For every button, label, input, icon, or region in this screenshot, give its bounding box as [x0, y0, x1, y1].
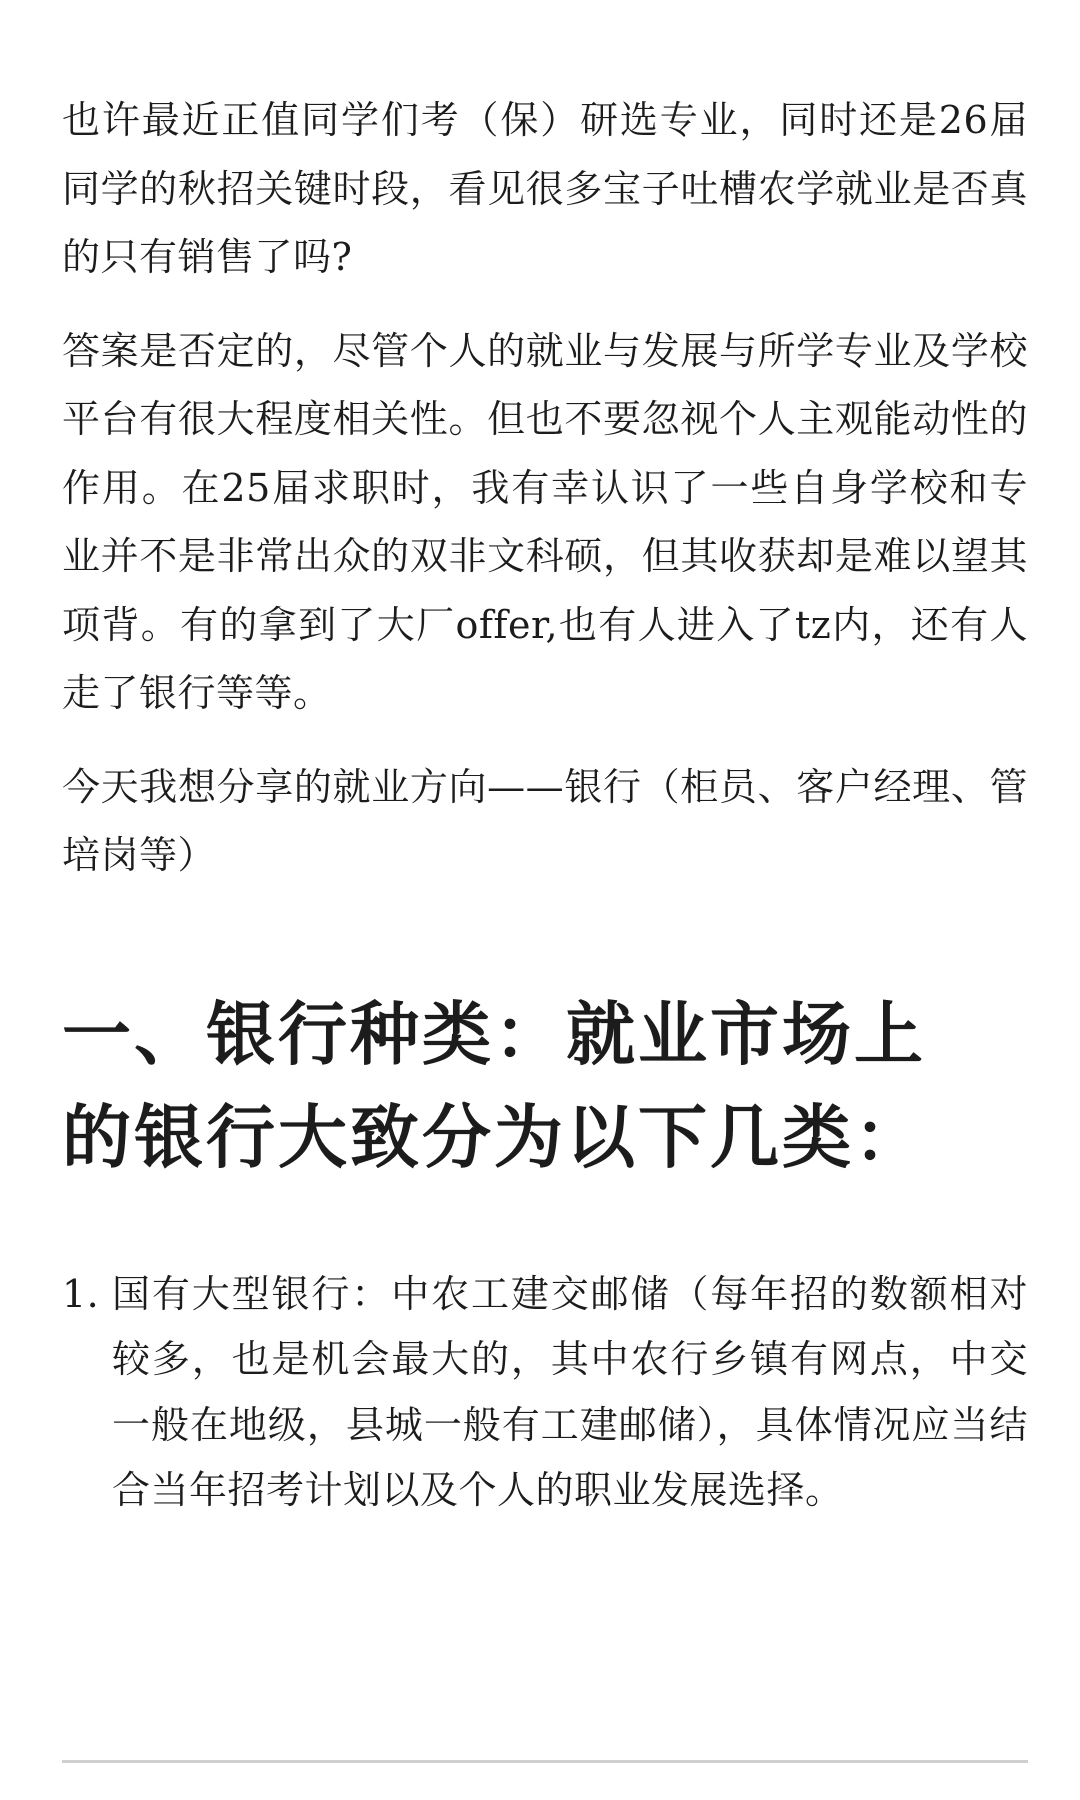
list-item-number: 1.	[62, 1271, 100, 1316]
article-body	[62, 86, 1028, 1524]
intro-paragraph: 也许最近正值同学们考（保）研选专业，同时还是26届同学的秋招关键时段，看见很多宝子吐槽农学就业是否真的只有销售了吗?	[62, 98, 1028, 279]
section-heading: 一、银行种类：就业市场上的银行大致分为以下几类：	[62, 993, 926, 1178]
bank-type-list	[62, 1262, 1028, 1524]
topic-paragraph: 今天我想分享的就业方向——银行（柜员、客户经理、管培岗等）	[62, 764, 1028, 877]
answer-paragraph: 答案是否定的，尽管个人的就业与发展与所学专业及学校平台有很大程度相关性。但也不要忽视个人主观能动性的作用。在25届求职时，我有幸认识了一些自身学校和专业并不是非常出众的双非文科硕，但其收获却是难以望其项背。有的拿到了大厂offer,也有人进入了tz内，还有人走了银行等等。	[62, 328, 1028, 715]
bottom-divider	[62, 1760, 1028, 1763]
list-item-text: 国有大型银行：中农工建交邮储（每年招的数额相对较多，也是机会最大的，其中农行乡镇有网点，中交一般在地级，县城一般有工建邮储），具体情况应当结合当年招考计划以及个人的职业发展选择。	[112, 1271, 1028, 1512]
list-item	[62, 1262, 1028, 1524]
